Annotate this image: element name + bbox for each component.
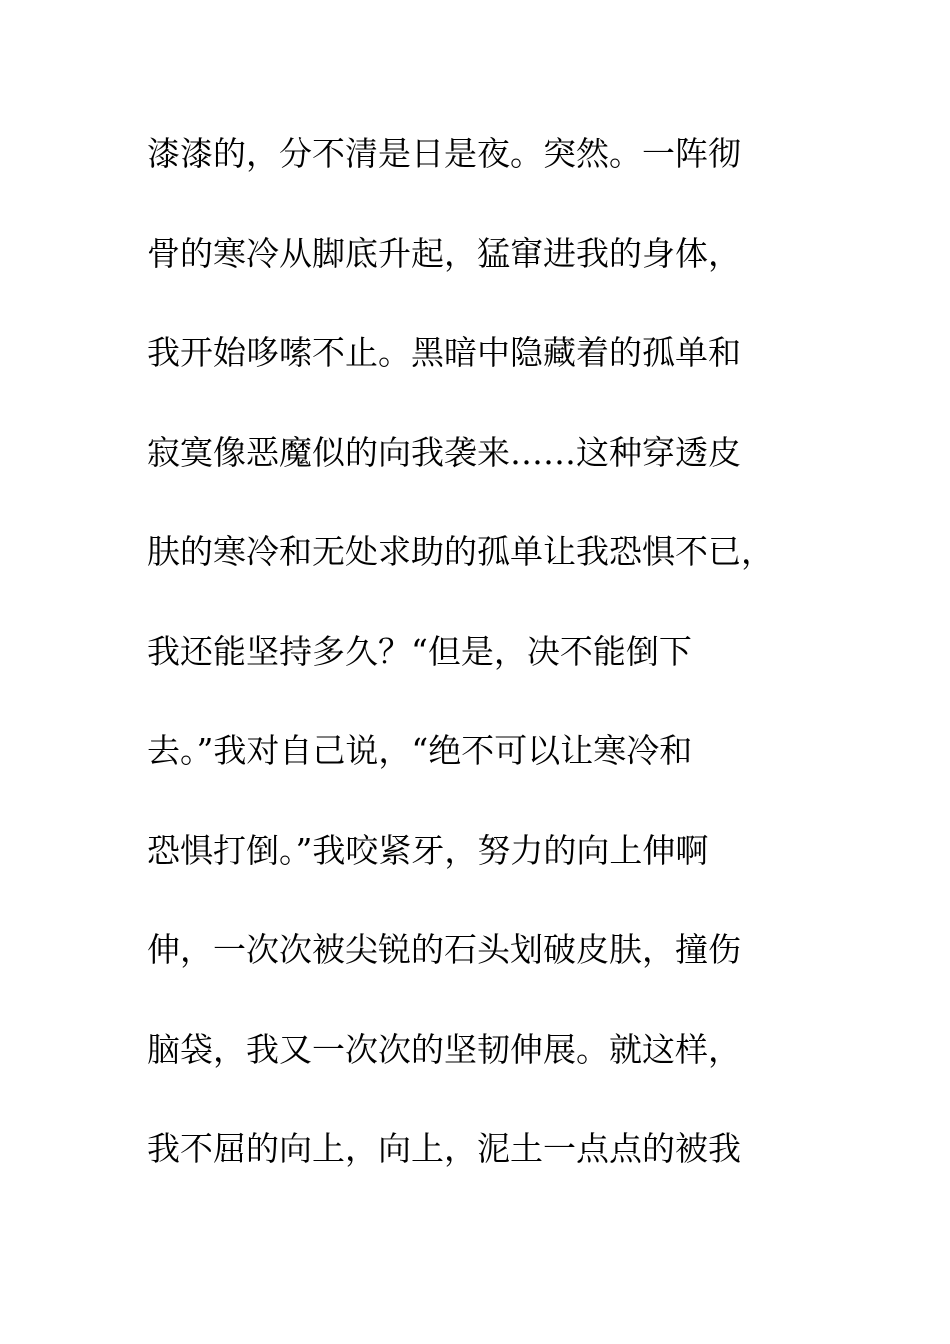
body-text [147, 128, 827, 1223]
text-line: 我还能坚持多久？“但是，决不能倒下 [147, 631, 692, 671]
text-line: 骨的寒冷从脚底升起，猛窜进我的身体， [147, 233, 741, 273]
text-line: 我开始哆嗦不止。黑暗中隐藏着的孤单和 [147, 333, 741, 372]
text-line: 寂寞像恶魔似的向我袭来……这种穿透皮 [147, 432, 741, 472]
text-line: 脑袋，我又一次次的坚韧伸展。就这样， [147, 1029, 741, 1069]
text-line: 伸，一次次被尖锐的石头划破皮肤，撞伤 [147, 930, 741, 969]
text-line: 恐惧打倒。”我咬紧牙，努力的向上伸啊 [147, 830, 709, 870]
text-line: 漆漆的，分不清是日是夜。突然。一阵彻 [147, 134, 741, 173]
text-line: 肤的寒冷和无处求助的孤单让我恐惧不已， [147, 532, 774, 571]
text-line: 去。”我对自己说，“绝不可以让寒冷和 [147, 731, 693, 770]
text-line: 我不屈的向上，向上，泥土一点点的被我 [147, 1129, 741, 1168]
